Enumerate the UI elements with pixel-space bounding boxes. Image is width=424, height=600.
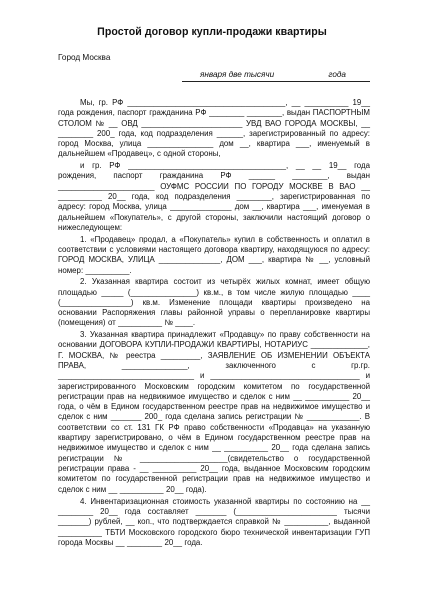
document-body (58, 98, 370, 550)
document-title: Простой договор купли-продажи квартиры (97, 26, 327, 38)
city-line: Город Москва (58, 53, 111, 62)
date-suffix: года (328, 70, 346, 79)
date-line (182, 70, 370, 82)
paragraph-seller: Мы, гр. РФ ____________________________________, __ __________ 19__ года рождения, паспорт гражданина РФ ________ ________, выдан ПАСПОРТНЫМ СТОЛОМ № __ ОВД _______________________ УВД ВАО ГОРОДА МОСКВЫ, __ ________ 200_ года, код подразделения ______, зарегистрированный по адресу: город Москва, улица _______________ дом __, квартира ___, именуемый в дальнейшем «Продавец», с одной стороны, (58, 98, 370, 159)
date-prefix: января две тысячи (200, 70, 275, 79)
paragraph-clause-4: 4. Инвентаризационная стоимость указанной квартиры по состоянию на __ ________ 20__ года составляет _______ (_______________________ тысячи _______) рублей, __ коп., что подтверждается справкой № __________, выданной __________ ТБТИ Московского городского бюро технической инвентаризации ГУП города Москвы __ ________ 20__ года. (58, 496, 370, 548)
paragraph-clause-2: 2. Указанная квартира состоит из четырёх жилых комнат, имеет общую площадью _____ (_______________) кв.м., в том числе жилую площадью ____ (________________) кв.м. Изменение площади квартиры произведено на основании Распоряжения главы районной управы о перепланировке квартиры (помещения) от __________ № ____. (58, 277, 370, 328)
paragraph-clause-3: 3. Указанная квартира принадлежит «Продавцу» по праву собственности на основании ДОГОВОРА КУПЛИ-ПРОДАЖИ КВАРТИРЫ, НОТАРИУС _____________, Г. МОСКВА, № реестра _________, ЗАЯВЛЕНИЕ ОБ ИЗМЕНЕНИИ ОБЪЕКТА ПРАВА, _______________, заключенного с гр.гр. _______________________________ и __________________________________ и зарегистрированного Московским городским комитетом по государственной регистрации прав на недвижимое имущество и сделок с ним __ __________ 20__ года, о чём в Едином государственном реестре прав на недвижимое имущество и сделок с ним _______ 200_ года сделана запись регистрации № ____________. В соответствии со ст. 131 ГК РФ право собственности «Продавца» на указанную квартиру зарегистрировано, о чём в Едином государственном реестре прав на недвижимое имущество и сделок с ним __ __________ 20__ года сделана запись регистрации № ____________________(свидетельство о государственной регистрации права - __ __________ 20__ года, выданное Московским городским комитетом по государственной регистрации прав на недвижимое имущество и сделок с ним __ __________ 20__ года). (58, 330, 370, 494)
paragraph-clause-1: 1. «Продавец» продал, а «Покупатель» купил в собственность и оплатил в соответствии с условиями настоящего договора квартиру, находящуюся по адресу: ГОРОД МОСКВА, УЛИЦА ______________, ДОМ ___, квартира № __, условный номер: __________. (58, 234, 370, 275)
paragraph-buyer: и гр. РФ ____________________________________, __ __ 19__ года рождения, паспорт гражданина РФ ______ ________, выдан ______________________ ОУФМС РОССИИ ПО ГОРОДУ МОСКВЕ В ВАО __ __________ 20__ года, код подразделения ________, зарегистрированная по адресу: город Москва, улица ______________ дом __, квартира ___, именуемая в дальнейшем «Покупатель», с другой стороны, заключили настоящий договор о нижеследующем: (58, 161, 370, 232)
